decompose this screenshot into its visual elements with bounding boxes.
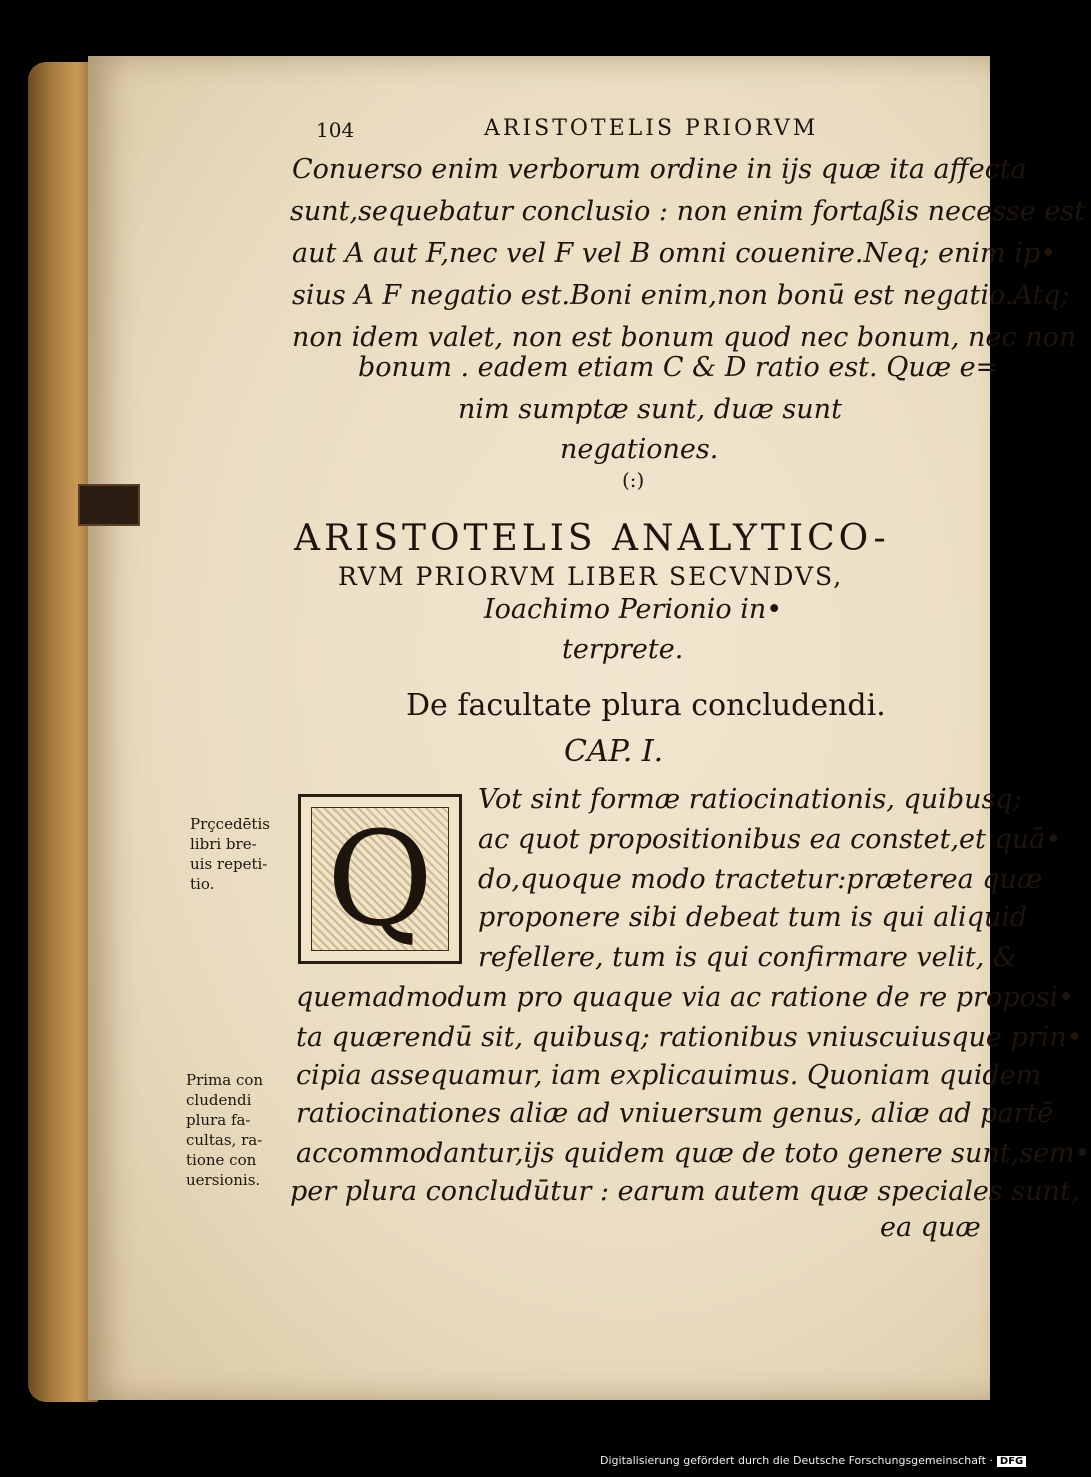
text-line: per plura concludūtur : earum autem quæ speciales sunt,: [290, 1176, 1080, 1207]
text-line: negationes.: [560, 434, 719, 465]
text-line: ta quærendū sit, quibusq; rationibus vniuscuiusque prin•: [296, 1022, 1083, 1053]
text-line: non idem valet, non est bonum quod nec bonum, nec non: [292, 322, 1077, 353]
text-line: cipia assequamur, iam explicauimus. Quoniam quidem: [296, 1060, 1042, 1091]
margin-note: Prçcedētis libri bre- uis repeti- tio.: [190, 815, 270, 893]
initial-letter: Q: [326, 803, 434, 955]
book-title-line2: RVM PRIORVM LIBER SECVNDVS,: [338, 562, 844, 591]
text-line: bonum . eadem etiam C & D ratio est. Quæ e=: [358, 352, 999, 383]
page-number: 104: [316, 118, 355, 142]
text-line: do,quoque modo tractetur:præterea quæ: [478, 864, 1043, 895]
text-line: sius A F negatio est.Boni enim,non bonū est negatio.Atq;: [292, 280, 1070, 311]
separator-ornament: (:): [622, 468, 645, 492]
book-title-line4: terprete.: [562, 634, 684, 665]
decorated-initial: [298, 794, 462, 964]
text-line: aut A aut F,nec vel F vel B omni couenire.Neq; enim ip•: [292, 238, 1057, 269]
margin-note: Prima con cludendi plura fa- cultas, ra- tione con uersionis.: [186, 1071, 264, 1189]
digitization-footer: [600, 1454, 1026, 1467]
text-line: Conuerso enim verborum ordine in ijs quæ ita affecta: [292, 154, 1027, 185]
text-line: refellere, tum is qui confirmare velit, &: [478, 942, 1017, 973]
text-line: ratiocinationes aliæ ad vniuersum genus, aliæ ad partē: [296, 1098, 1054, 1129]
text-line: ac quot propositionibus ea constet,et quā•: [478, 824, 1062, 855]
running-head: ARISTOTELIS PRIORVM: [484, 116, 819, 141]
footer-text: Digitalisierung gefördert durch die Deutsche Forschungsgemeinschaft ·: [600, 1454, 993, 1467]
text-line: nim sumptæ sunt, duæ sunt: [458, 394, 842, 425]
book-title-line3: Ioachimo Perionio in•: [484, 594, 783, 625]
text-line: ea quæ: [880, 1212, 981, 1243]
text-line: Vot sint formæ ratiocinationis, quibusq;: [478, 784, 1022, 815]
text-line: proponere sibi debeat tum is qui aliquid: [478, 902, 1028, 933]
text-line: quemadmodum pro quaque via ac ratione de re proposi•: [296, 982, 1075, 1013]
dfg-logo: DFG: [997, 1456, 1026, 1467]
book-title-line1: ARISTOTELIS ANALYTICO-: [294, 518, 890, 559]
text-line: sunt,sequebatur conclusio : non enim fortaßis necesse est: [290, 196, 1086, 227]
chapter-heading: De facultate plura concludendi.: [406, 688, 886, 723]
text-line: accommodantur,ijs quidem quæ de toto genere sunt,sem•: [296, 1138, 1091, 1169]
bookmark-tab: [78, 484, 140, 526]
chapter-number: CAP. I.: [564, 734, 664, 769]
